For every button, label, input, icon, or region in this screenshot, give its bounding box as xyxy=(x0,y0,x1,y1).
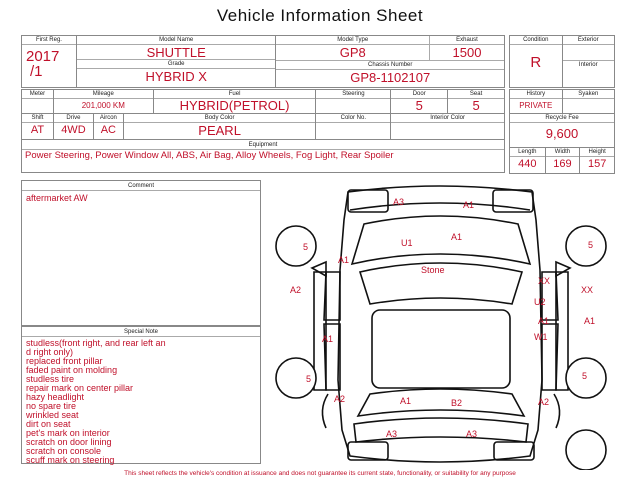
mark-tire-rl: 5 xyxy=(306,374,312,384)
mark-tire-fr: 5 xyxy=(588,240,594,250)
type-chassis-cell xyxy=(276,36,505,88)
mark-left-a1-top: A1 xyxy=(338,255,350,265)
special-note-item: hazy headlight xyxy=(26,392,85,402)
mark-right-w1: W1 xyxy=(534,332,548,342)
special-note-item: replaced front pillar xyxy=(26,356,103,366)
seat-label: Seat xyxy=(448,90,504,99)
mark-right-a1: A1 xyxy=(538,316,550,326)
car-damage-diagram xyxy=(268,180,613,470)
first-reg-cell xyxy=(22,36,77,88)
mark-front-a1: A1 xyxy=(463,200,475,210)
first-reg-month: /1 xyxy=(30,63,43,80)
exterior-label: Exterior xyxy=(563,36,614,45)
steering-label: Steering xyxy=(316,90,390,99)
mark-right-xx-1: XX xyxy=(538,276,551,286)
vehicle-info-table xyxy=(21,35,505,88)
body-color-label: Body Color xyxy=(124,114,316,123)
special-note-item: scuff mark on steering xyxy=(26,455,115,465)
special-note-item: faded paint on molding xyxy=(26,365,118,375)
chassis-label: Chassis Number xyxy=(276,61,504,70)
condition-value: R xyxy=(530,54,542,71)
mileage-label: Mileage xyxy=(54,90,153,99)
mileage-value: 201,000 KM xyxy=(81,101,125,110)
special-note-item: studless(front right, and rear left an xyxy=(26,338,166,348)
chassis-value: GP8-1102107 xyxy=(350,70,431,85)
mark-right-u2: U2 xyxy=(534,297,546,307)
special-note-item: wrinkled seat xyxy=(26,410,79,420)
exhaust-value: 1500 xyxy=(452,45,482,60)
model-type-value: GP8 xyxy=(339,45,366,60)
height-value: 157 xyxy=(587,158,607,170)
condition-table xyxy=(509,35,615,88)
door-value: 5 xyxy=(415,98,423,113)
spare-tire xyxy=(566,430,606,470)
meter-label: Meter xyxy=(22,90,53,99)
tire-front-left xyxy=(276,226,316,266)
specs-table xyxy=(21,89,505,114)
comment-box xyxy=(21,180,261,326)
length-value: 440 xyxy=(518,158,537,170)
syaken-label: Syaken xyxy=(563,90,614,99)
comment-label: Comment xyxy=(22,181,260,191)
mark-rear-a1: A1 xyxy=(400,396,412,406)
special-note-label: Special Note xyxy=(22,327,260,337)
mark-tire-rr: 5 xyxy=(582,371,588,381)
history-value: PRIVATE xyxy=(519,101,553,110)
exterior-value xyxy=(563,45,614,61)
mark-rear-a3-right: A3 xyxy=(466,429,478,439)
mark-right-a1-far: A1 xyxy=(584,316,596,326)
special-note-item: scratch on door lining xyxy=(26,437,112,447)
length-label: Length xyxy=(510,148,545,157)
color-no-label: Color No. xyxy=(316,114,390,123)
history-label: History xyxy=(510,90,562,99)
body-color-value: PEARL xyxy=(198,123,241,138)
aircon-value: AC xyxy=(100,124,116,136)
model-name-value: SHUTTLE xyxy=(77,45,276,60)
model-type-label: Model Type xyxy=(276,36,429,45)
special-note-item: d right only) xyxy=(26,347,74,357)
mark-left-a2-bottom: A2 xyxy=(334,394,346,404)
fuel-value: HYBRID(PETROL) xyxy=(179,98,290,113)
drive-value: 4WD xyxy=(61,124,86,136)
specs-table-2 xyxy=(21,113,505,140)
disclaimer-footer: This sheet reflects the vehicle's condition at issuance and does not guarantee its current state, functionality, or suitability for any purpose xyxy=(124,470,516,477)
mark-hood-a1: A1 xyxy=(451,232,463,242)
condition-label: Condition xyxy=(510,36,562,45)
mark-front-a3: A3 xyxy=(393,197,405,207)
first-reg-label: First Reg. xyxy=(22,36,76,45)
exhaust-label: Exhaust xyxy=(430,36,504,45)
history-table xyxy=(509,89,615,148)
model-grade-cell xyxy=(76,36,276,88)
sheet-title: Vehicle Information Sheet xyxy=(216,6,424,25)
special-note-item: pet's mark on interior xyxy=(26,428,110,438)
recycle-fee-value: 9,600 xyxy=(545,126,579,141)
shift-value: AT xyxy=(30,124,45,136)
first-reg-year: 2017 xyxy=(26,48,60,65)
special-note-item: studless tire xyxy=(26,374,75,384)
mark-stone: Stone xyxy=(421,265,445,275)
width-value: 169 xyxy=(553,158,572,170)
equipment-value: Power Steering, Power Window All, ABS, Air Bag, Alloy Wheels, Fog Light, Rear Spoiler xyxy=(25,150,394,161)
special-note-item: scratch on console xyxy=(26,446,102,456)
interior-label: Interior xyxy=(578,62,598,68)
special-note-item: repair mark on center pillar xyxy=(26,383,134,393)
mark-rear-a3-left: A3 xyxy=(386,429,398,439)
grade-label: Grade xyxy=(77,60,276,69)
tire-front-right xyxy=(566,226,606,266)
special-note-item: no spare tire xyxy=(26,401,77,411)
mark-rear-b2: B2 xyxy=(451,398,463,408)
interior-color-label: Interior Color xyxy=(391,114,504,123)
equipment-label: Equipment xyxy=(22,140,504,150)
special-note-item: dirt on seat xyxy=(26,419,71,429)
fuel-label: Fuel xyxy=(154,90,316,99)
comment-text: aftermarket AW xyxy=(26,193,88,203)
model-name-label: Model Name xyxy=(77,36,276,45)
equipment-box xyxy=(21,139,505,173)
mark-u1: U1 xyxy=(401,238,413,248)
special-notes-list xyxy=(22,337,260,467)
door-label: Door xyxy=(391,90,447,99)
aircon-label: Aircon xyxy=(94,114,123,123)
mark-right-a2: A2 xyxy=(538,397,550,407)
shift-label: Shift xyxy=(22,114,53,123)
mark-left-a2: A2 xyxy=(290,285,302,295)
mark-left-a1-mid: A1 xyxy=(322,334,334,344)
drive-label: Drive xyxy=(54,114,93,123)
recycle-fee-label: Recycle Fee xyxy=(510,114,614,123)
width-label: Width xyxy=(546,148,580,157)
special-note-box xyxy=(21,326,261,464)
mark-tire-fl: 5 xyxy=(303,242,309,252)
mark-right-xx-2: XX xyxy=(581,285,594,295)
height-label: Height xyxy=(580,148,614,157)
grade-value: HYBRID X xyxy=(145,69,207,84)
seat-value: 5 xyxy=(472,98,480,113)
dimensions-table xyxy=(509,147,615,174)
